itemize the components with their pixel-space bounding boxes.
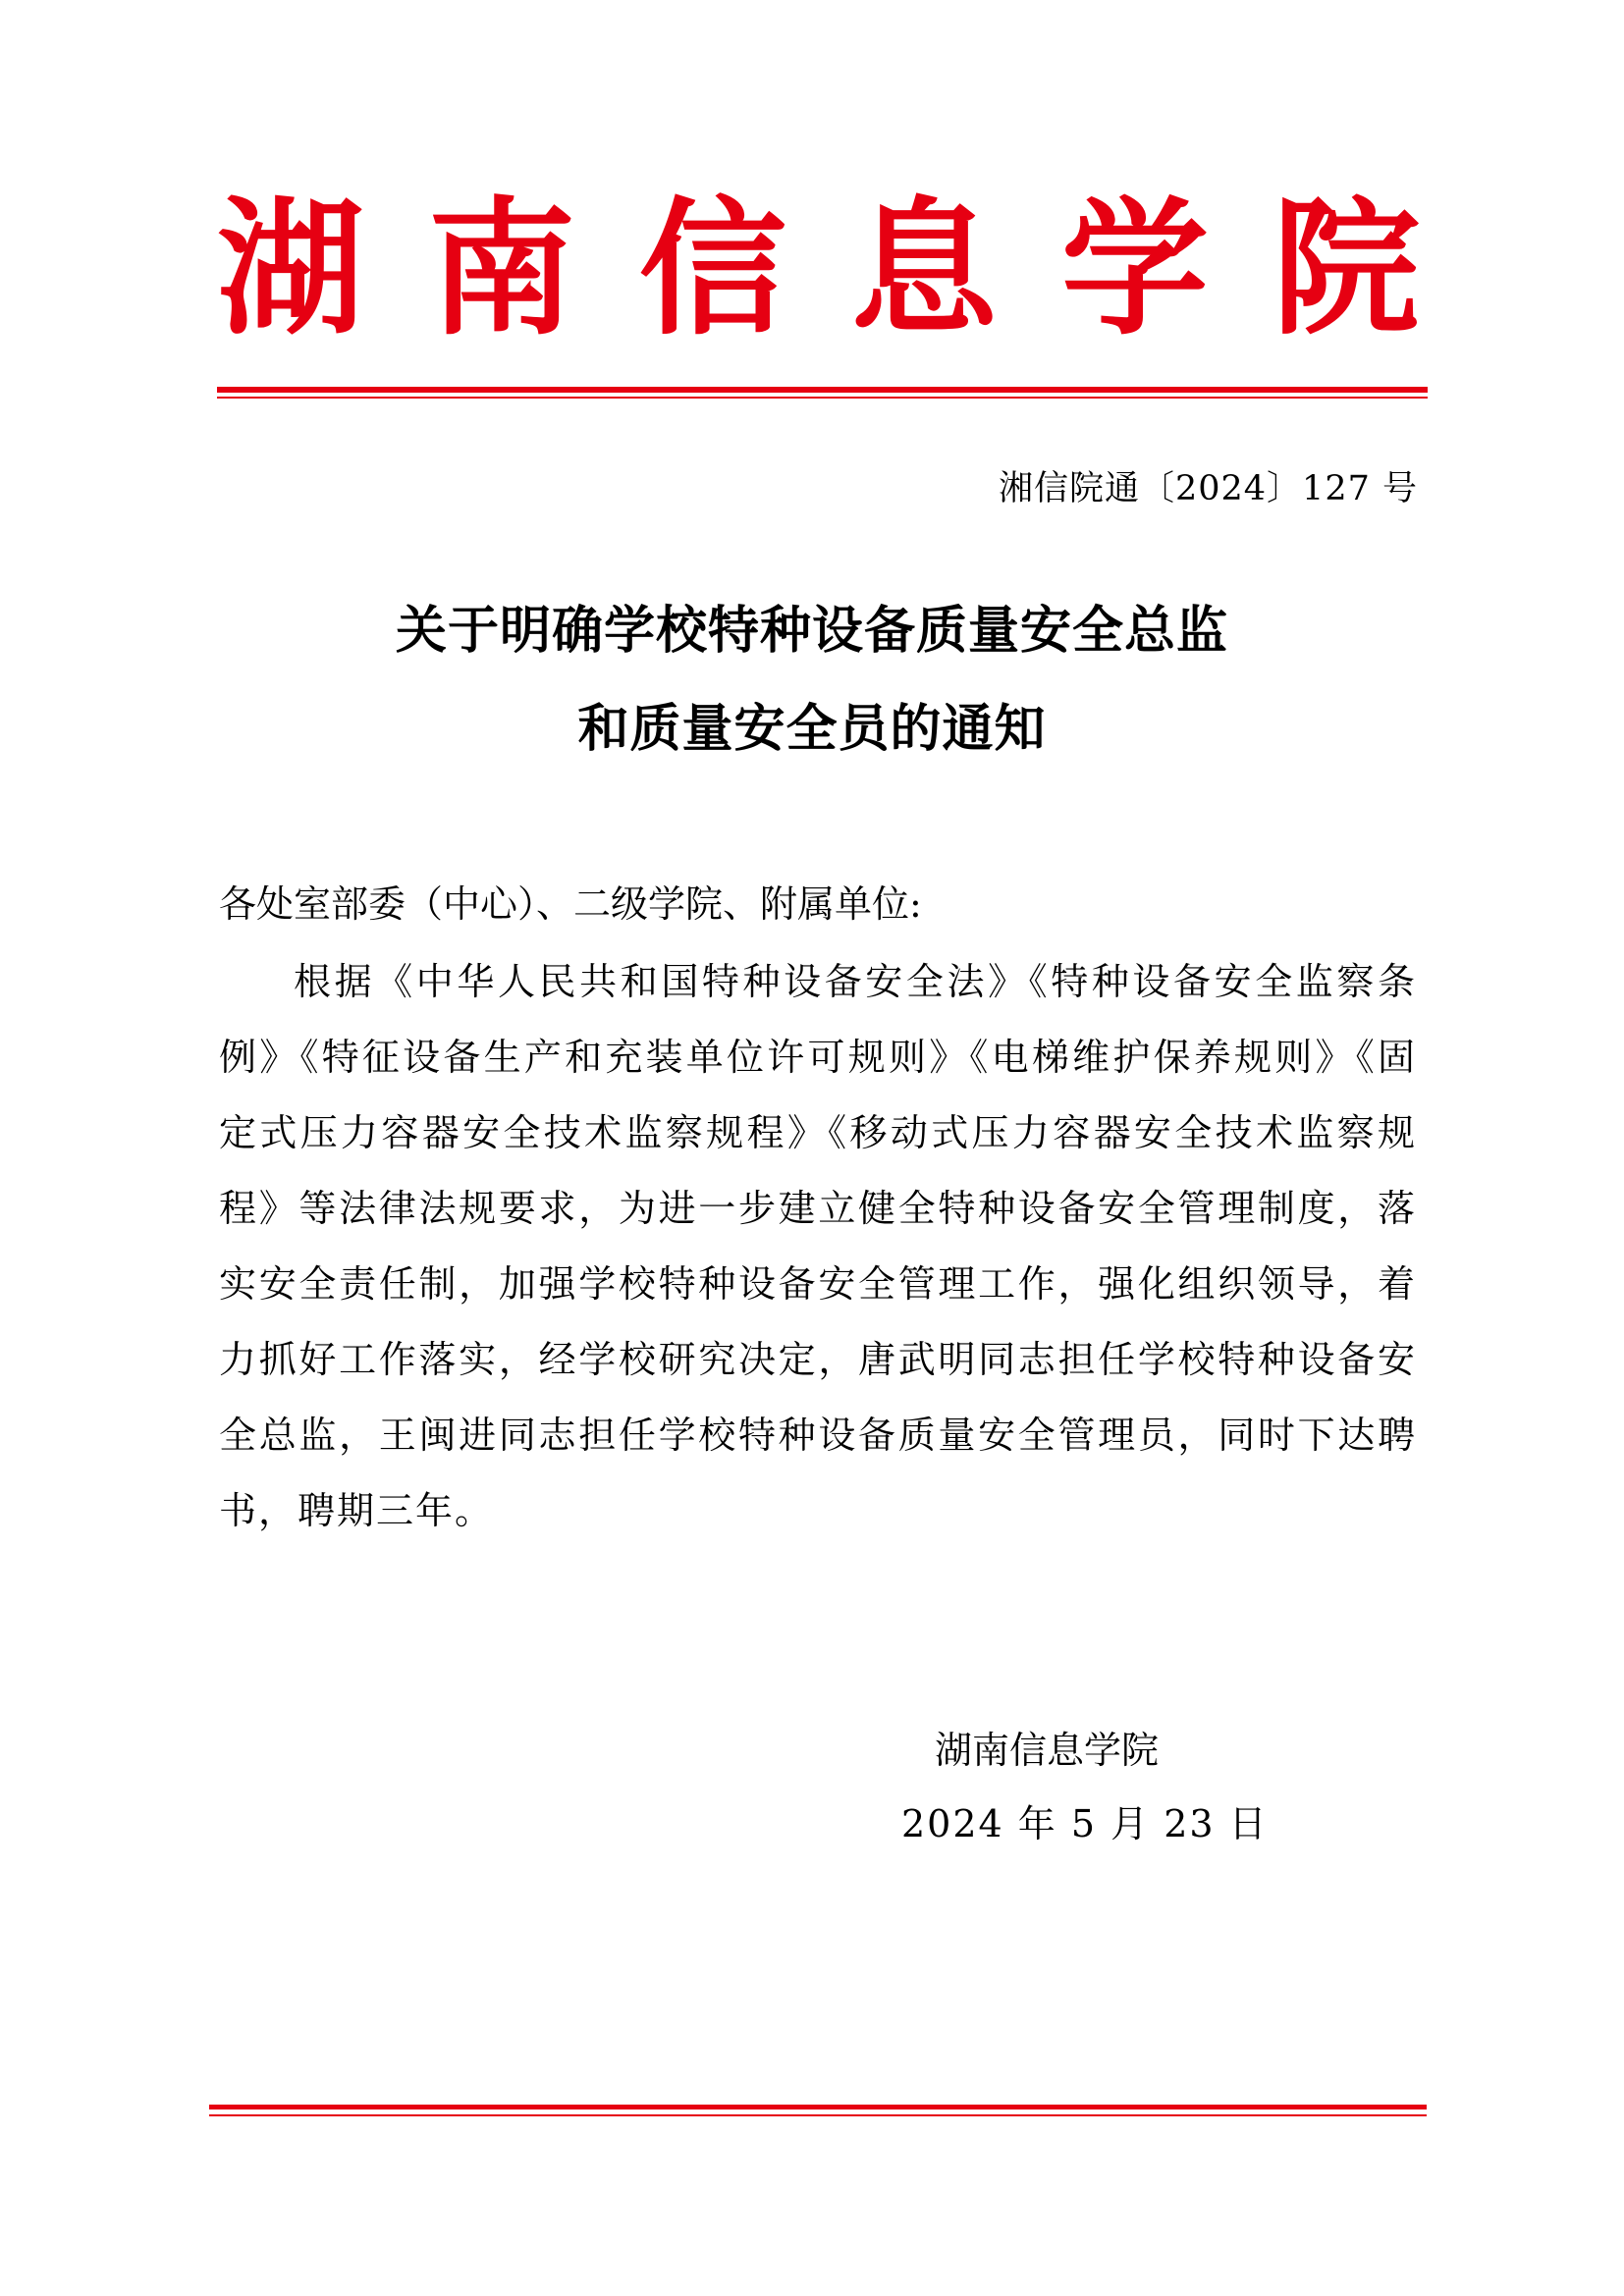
- document-title-line-1: 关于明确学校特种设备质量安全总监: [395, 601, 1228, 661]
- signature-date: 2024 年 5 月 23 日: [901, 1802, 1269, 1845]
- masthead-char: 息: [849, 185, 998, 355]
- masthead-char: 信: [638, 185, 786, 355]
- masthead-char: 南: [427, 185, 575, 355]
- masthead-char: 湖: [217, 185, 365, 355]
- signature-organization: 湖南信息学院: [935, 1729, 1160, 1772]
- footer-divider-thin: [209, 2114, 1427, 2116]
- masthead-char: 院: [1272, 185, 1420, 355]
- header-divider-thick: [217, 387, 1428, 393]
- footer-divider-thick: [209, 2105, 1427, 2109]
- document-title-line-2: 和质量安全员的通知: [577, 699, 1047, 759]
- masthead-char: 学: [1060, 185, 1209, 355]
- masthead: [217, 182, 1420, 358]
- document-number: 湘信院通〔2024〕127 号: [998, 469, 1418, 508]
- body-paragraph: 根据《中华人民共和国特种设备安全法》《特种设备安全监察条例》《特征设备生产和充装单位许可规则》《电梯维护保养规则》《固定式压力容器安全技术监察规程》《移动式压力容器安全技术监察规程》等法律法规要求，为进一步建立健全特种设备安全管理制度，落实安全责任制，加强学校特种设备安全管理工作，强化组织领导，着力抓好工作落实，经学校研究决定，唐武明同志担任学校特种设备安全总监，王闽进同志担任学校特种设备质量安全管理员，同时下达聘书，聘期三年。: [219, 960, 1417, 1532]
- header-divider-thin: [217, 397, 1428, 399]
- salutation: 各处室部委（中心）、二级学院、附属单位:: [219, 882, 922, 926]
